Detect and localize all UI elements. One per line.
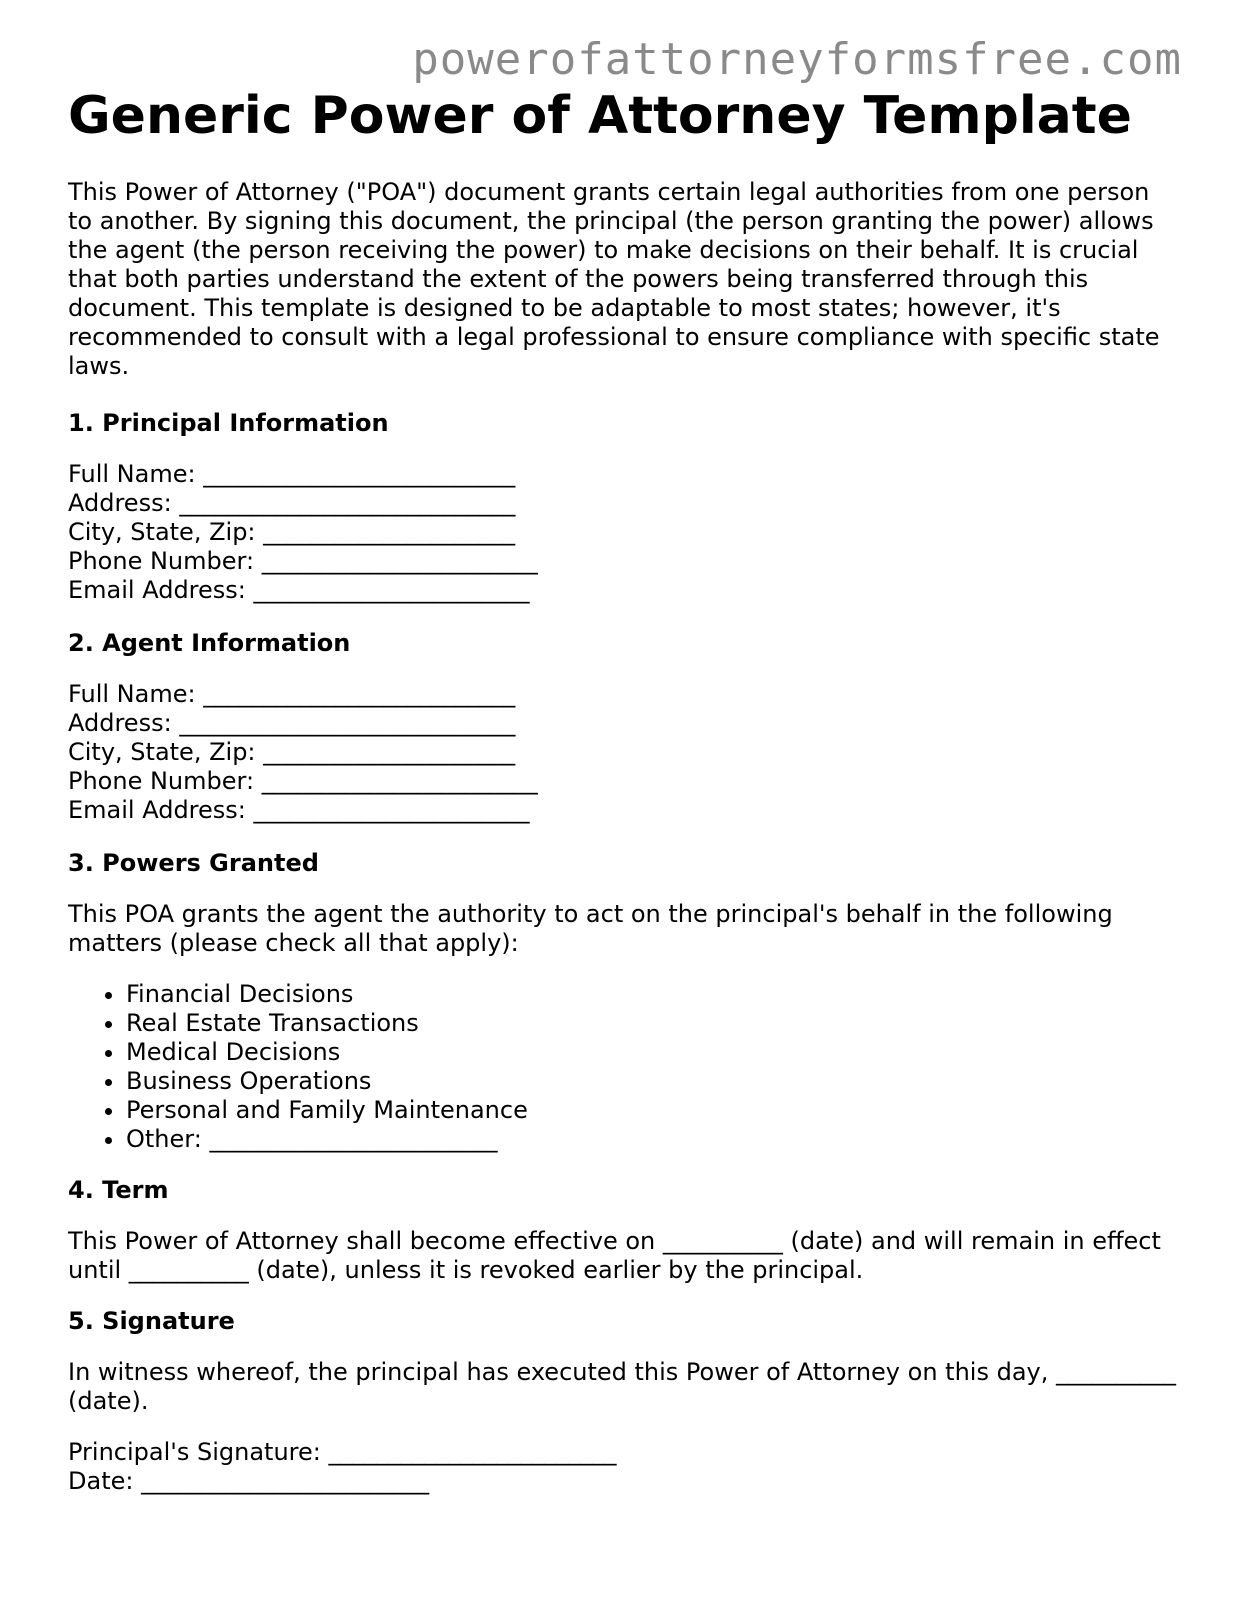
field-label: City, State, Zip: <box>68 738 256 766</box>
powers-list <box>68 980 1178 1154</box>
intro-paragraph: This Power of Attorney ("POA") document grants certain legal authorities from one person to another. By signing this document, the principal (the person granting the power) allows the agent (the person receiving the power) to make decisions on their behalf. It is crucial that both parties understand the extent of the powers being transferred through this document. This template is designed to be adaptable to most states; however, it's recommended to consult with a legal professional to ensure compliance with specific state laws. <box>68 178 1160 380</box>
power-item-other[interactable]: • Other: ________________________ <box>126 1125 1178 1154</box>
principal-heading: 1. Principal Information <box>68 409 389 437</box>
powers-section <box>68 849 1178 1154</box>
principal-city-state-zip-field[interactable] <box>68 518 1178 547</box>
field-blank[interactable]: _______________________ <box>253 576 530 604</box>
signature-fields <box>68 1438 1178 1496</box>
field-blank[interactable]: ____________________________ <box>179 709 516 737</box>
agent-address-field[interactable] <box>68 709 1178 738</box>
field-label: Full Name: <box>68 460 196 488</box>
watermark: powerofattorneyformsfree.com <box>412 34 1182 85</box>
principal-fields <box>68 460 1178 605</box>
field-blank[interactable]: __________________________ <box>203 680 516 708</box>
field-label: Email Address: <box>68 576 246 604</box>
field-label: Principal's Signature: <box>68 1438 321 1466</box>
field-blank[interactable]: _______________________ <box>261 767 538 795</box>
power-item-medical[interactable]: • Medical Decisions <box>126 1038 1178 1067</box>
term-section <box>68 1176 1178 1285</box>
principal-phone-field[interactable] <box>68 547 1178 576</box>
field-blank[interactable]: _______________________ <box>253 796 530 824</box>
field-label: Date: <box>68 1467 134 1495</box>
power-item-personal-family[interactable]: • Personal and Family Maintenance <box>126 1096 1178 1125</box>
field-blank[interactable]: _____________________ <box>263 738 516 766</box>
field-blank[interactable]: ____________________________ <box>179 489 516 517</box>
field-blank[interactable]: ________________________ <box>328 1438 617 1466</box>
field-blank[interactable]: _______________________ <box>261 547 538 575</box>
powers-heading: 3. Powers Granted <box>68 849 319 877</box>
principal-signature-field[interactable] <box>68 1438 1178 1467</box>
signature-heading: 5. Signature <box>68 1307 235 1335</box>
power-item-financial[interactable]: • Financial Decisions <box>126 980 1178 1009</box>
field-label: City, State, Zip: <box>68 518 256 546</box>
field-label: Address: <box>68 489 172 517</box>
term-heading: 4. Term <box>68 1176 169 1204</box>
principal-address-field[interactable] <box>68 489 1178 518</box>
agent-section <box>68 629 1178 825</box>
agent-heading: 2. Agent Information <box>68 629 351 657</box>
field-blank[interactable]: _____________________ <box>263 518 516 546</box>
term-paragraph: This Power of Attorney shall become effective on __________ (date) and will remain in effect until __________ (date), unless it is revoked earlier by the principal. <box>68 1227 1161 1284</box>
document <box>68 84 1178 1520</box>
powers-paragraph: This POA grants the agent the authority to act on the principal's behalf in the following matters (please check all that apply): <box>68 900 1113 957</box>
page-title: Generic Power of Attorney Template <box>68 86 1132 146</box>
field-label: Email Address: <box>68 796 246 824</box>
agent-email-field[interactable] <box>68 796 1178 825</box>
field-label: Phone Number: <box>68 547 255 575</box>
signature-section <box>68 1307 1178 1496</box>
power-item-real-estate[interactable]: • Real Estate Transactions <box>126 1009 1178 1038</box>
agent-phone-field[interactable] <box>68 767 1178 796</box>
signature-paragraph: In witness whereof, the principal has executed this Power of Attorney on this day, __________ (date). <box>68 1358 1176 1415</box>
field-blank[interactable]: ________________________ <box>141 1467 430 1495</box>
power-item-business[interactable]: • Business Operations <box>126 1067 1178 1096</box>
agent-full-name-field[interactable] <box>68 680 1178 709</box>
principal-email-field[interactable] <box>68 576 1178 605</box>
principal-section <box>68 409 1178 605</box>
agent-city-state-zip-field[interactable] <box>68 738 1178 767</box>
field-label: Full Name: <box>68 680 196 708</box>
field-label: Address: <box>68 709 172 737</box>
principal-full-name-field[interactable] <box>68 460 1178 489</box>
agent-fields <box>68 680 1178 825</box>
signature-date-field[interactable] <box>68 1467 1178 1496</box>
field-label: Phone Number: <box>68 767 255 795</box>
field-blank[interactable]: __________________________ <box>203 460 516 488</box>
